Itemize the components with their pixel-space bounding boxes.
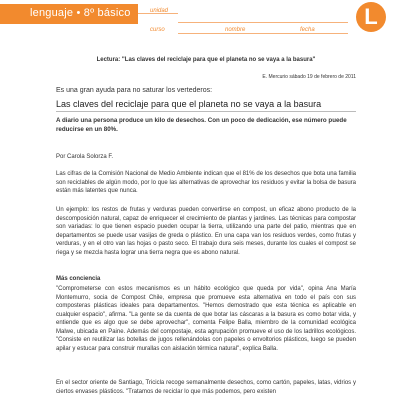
subject-title: lenguaje • 8º básico	[30, 7, 131, 19]
article-headline: Las claves del reciclaje para que el planeta no se vaya a la basura	[56, 99, 322, 109]
paragraph: En el sector oriente de Santiago, Tricicla recoge semanalmente desechos, como cartón, papeles, latas, vidrios y ciertos envases plásticos. "Tratamos de reciclar lo que más podemos, pero existen	[56, 380, 356, 395]
course-label: curso	[150, 27, 165, 33]
section-subheading: Más conciencia	[56, 276, 101, 282]
unit-label: unidad	[150, 8, 169, 14]
date-label: fecha	[300, 27, 315, 33]
paragraph: Las cifras de la Comisión Nacional de Medio Ambiente indican que el 81% de los desechos que bota una familia son reciclables de algún modo, por lo que las alternativas de aprovechar los residuos y evitar la bolsa de basura están más latentes que nunca.	[56, 171, 356, 194]
subject-logo-icon: L	[356, 2, 386, 32]
name-label: nombre	[225, 27, 246, 33]
article-lede: A diario una persona produce un kilo de desechos. Con un poco de dedicación, ese número puede reducirse en un 80%.	[56, 117, 347, 133]
article-date: E. Mercurio sábado 19 de febrero de 2011	[262, 74, 356, 80]
headline-divider	[56, 111, 356, 112]
reading-title: Lectura: "Las claves del reciclaje para que el planeta no se vaya a la basura"	[96, 57, 316, 63]
paragraph: Un ejemplo: los restos de frutas y verduras pueden convertirse en compost, un eficaz abono producto de la descomposición natural, capaz de enriquecer el crecimiento de plantas y jardines. Las técnicas para compostar son variadas: lo que tienen espacio pueden ocupar la tierra, utilizando una parte del patio, mientras que en departamentos se puede usar vasijas de greda o plástico. En una capa van los residuos verdes, como frutas y verduras, y en el otro van las hojas o pasto seco. El trabajo dura seis meses, durante los cuales el compost se riega y se mezcla hasta lograr una tierra negra que es abono natural.	[56, 207, 356, 256]
paragraph: "Comprometerse con estos mecanismos es un hábito ecológico que queda por vida", opina Ana María Montemurro, socia de Compost Chile, empresa que promueve esta alternativa en todo el país con sus composteras plásticas ideales para departamentos. "Hemos demostrado que esta técnica es aplicable en cualquier espacio", afirma. "La gente se da cuenta de que botar las cáscaras a la basura es como botar vida, y entiende que es algo que se debe aprovechar", comenta Felipe Balla, miembro de la comunidad ecológica Malwe, ubicada en Paine. Además del compostaje, esta agrupación promueve el uso de los ladrillos ecológicos. "Consiste en reutilizar las botellas de jugos rellenándolas con papeles o envoltorios plásticos, luego se pueden apilar y estucar para construir murallas con aislación térmica natural", explica Balla.	[56, 286, 356, 352]
worksheet-header	[0, 0, 400, 44]
header-rule	[178, 33, 348, 34]
article-byline: Por Carola Solorza F.	[56, 154, 114, 160]
article-kicker: Es una gran ayuda para no saturar los vertederos:	[56, 87, 213, 94]
header-rule	[178, 22, 348, 23]
